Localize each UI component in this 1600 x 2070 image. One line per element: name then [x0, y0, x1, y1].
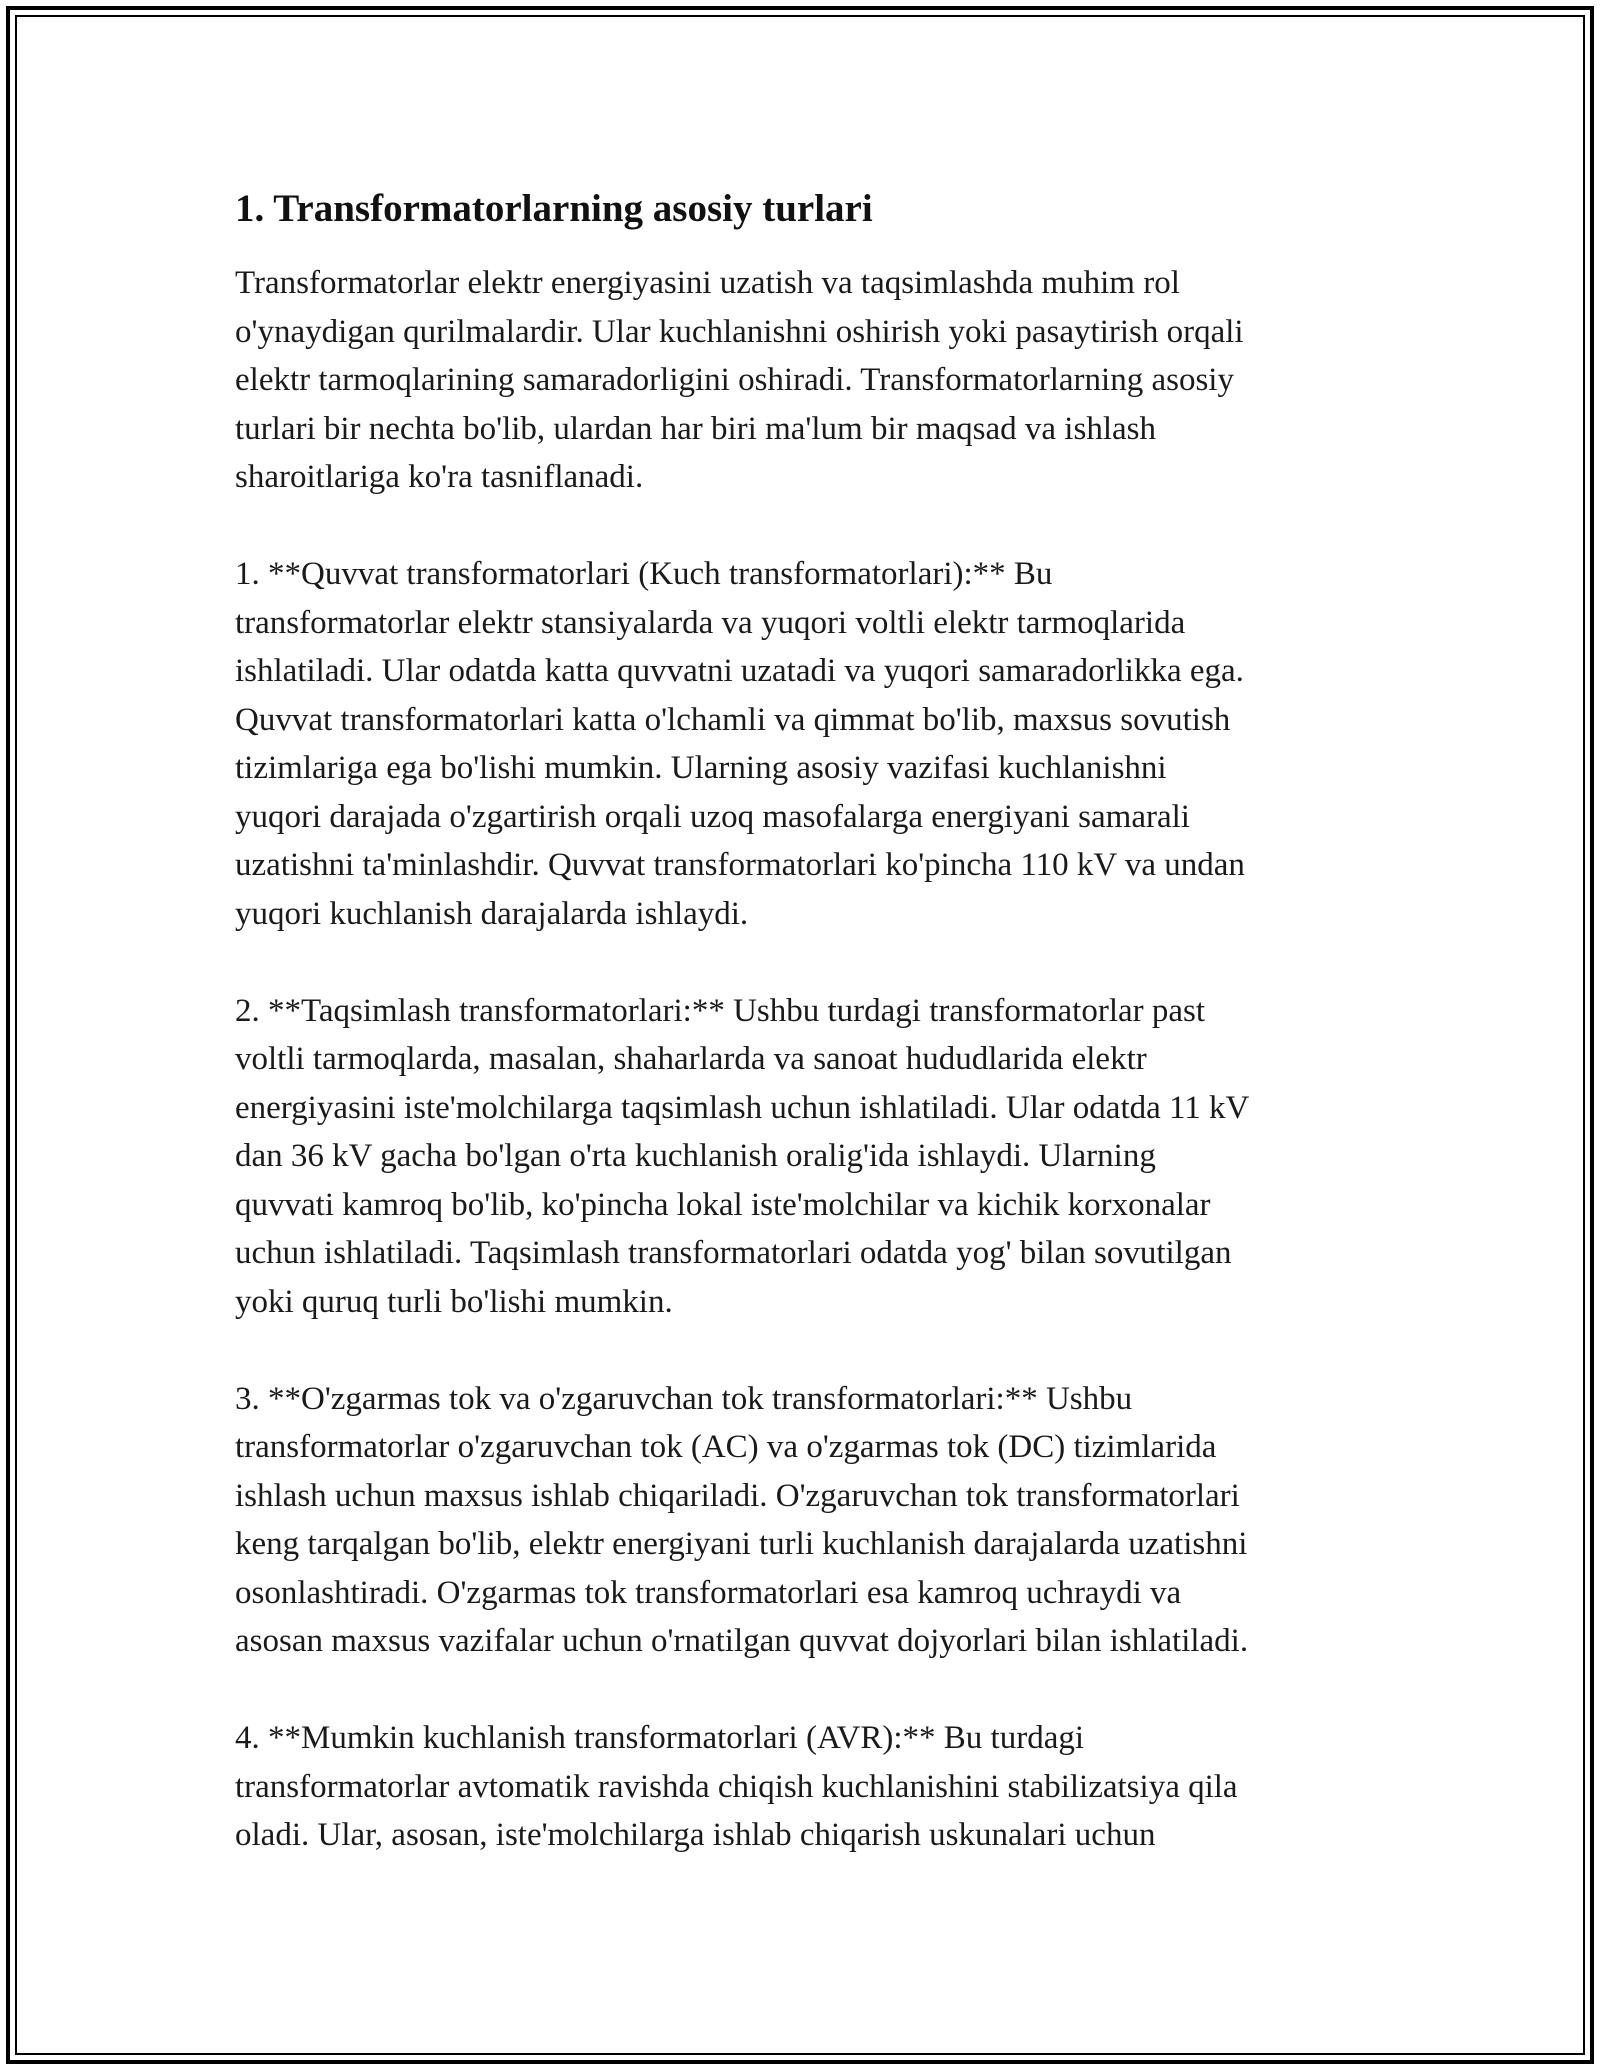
text-line: transformatorlar avtomatik ravishda chiqish kuchlanishini stabilizatsiya qila	[235, 1768, 1238, 1805]
item-power-transformers	[235, 550, 1365, 938]
text-line: tizimlariga ega bo'lishi mumkin. Ularning asosiy vazifasi kuchlanishni	[235, 750, 1167, 786]
text-line: 4. **Mumkin kuchlanish transformatorlari (AVR):** Bu turdagi	[235, 1720, 1085, 1756]
text-line: asosan maxsus vazifalar uchun o'rnatilgan quvvat dojyorlari bilan ishlatiladi.	[235, 1623, 1249, 1659]
text-line: 2. **Taqsimlash transformatorlari:** Ushbu turdagi transformatorlar past	[235, 992, 1206, 1029]
text-line: transformatorlar o'zgaruvchan tok (AC) va o'zgarmas tok (DC) tizimlarida	[235, 1429, 1217, 1465]
text-line: energiyasini iste'molchilarga taqsimlash uchun ishlatiladi. Ular odatda 11 kV	[235, 1089, 1250, 1126]
text-line: voltli tarmoqlarda, masalan, shaharlarda va sanoat hududlarida elektr	[235, 1041, 1147, 1077]
text-line: keng tarqalgan bo'lib, elektr energiyani turli kuchlanish darajalarda uzatishni	[235, 1526, 1248, 1562]
text-line: ishlash uchun maxsus ishlab chiqariladi. O'zgaruvchan tok transformatorlari	[235, 1477, 1240, 1514]
intro-paragraph	[235, 259, 1365, 502]
document-body	[235, 185, 1365, 1908]
text-line: o'ynaydigan qurilmalardir. Ular kuchlanishni oshirish yoki pasaytirish orqali	[235, 313, 1244, 350]
text-line: quvvati kamroq bo'lib, ko'pincha lokal iste'molchilar va kichik korxonalar	[235, 1186, 1211, 1223]
text-line: sharoitlariga ko'ra tasniflanadi.	[235, 459, 644, 495]
text-line: yoki quruq turli bo'lishi mumkin.	[235, 1283, 673, 1320]
text-line: 1. **Quvvat transformatorlari (Kuch transformatorlari):** Bu	[235, 556, 1053, 592]
text-line: turlari bir nechta bo'lib, ulardan har biri ma'lum bir maqsad va ishlash	[235, 410, 1156, 447]
text-line: 3. **O'zgarmas tok va o'zgaruvchan tok transformatorlari:** Ushbu	[235, 1380, 1133, 1417]
text-line: elektr tarmoqlarining samaradorligini oshiradi. Transformatorlarning asosiy	[235, 362, 1234, 398]
item-distribution-transformers	[235, 987, 1365, 1327]
text-line: Transformatorlar elektr energiyasini uzatish va taqsimlashda muhim rol	[235, 265, 1180, 301]
text-line: ishlatiladi. Ular odatda katta quvvatni uzatadi va yuqori samaradorlikka ega.	[235, 653, 1244, 689]
text-line: uchun ishlatiladi. Taqsimlash transformatorlari odatda yog' bilan sovutilgan	[235, 1235, 1232, 1271]
text-line: yuqori kuchlanish darajalarda ishlaydi.	[235, 895, 749, 932]
text-line: Quvvat transformatorlari katta o'lchamli va qimmat bo'lib, maxsus sovutish	[235, 701, 1231, 738]
text-line: yuqori darajada o'zgartirish orqali uzoq masofalarga energiyani samarali	[235, 798, 1190, 835]
item-avr-transformers	[235, 1714, 1365, 1860]
text-line: transformatorlar elektr stansiyalarda va yuqori voltli elektr tarmoqlarida	[235, 604, 1186, 641]
text-line: uzatishni ta'minlashdir. Quvvat transformatorlari ko'pincha 110 kV va undan	[235, 847, 1245, 883]
text-line: osonlashtiradi. O'zgarmas tok transformatorlari esa kamroq uchraydi va	[235, 1574, 1182, 1611]
section-heading: 1. Transformatorlarning asosiy turlari	[235, 187, 873, 230]
text-line: dan 36 kV gacha bo'lgan o'rta kuchlanish oralig'ida ishlaydi. Ularning	[235, 1138, 1156, 1174]
text-line: oladi. Ular, asosan, iste'molchilarga ishlab chiqarish uskunalari uchun	[235, 1817, 1156, 1853]
item-ac-dc-transformers	[235, 1375, 1365, 1666]
